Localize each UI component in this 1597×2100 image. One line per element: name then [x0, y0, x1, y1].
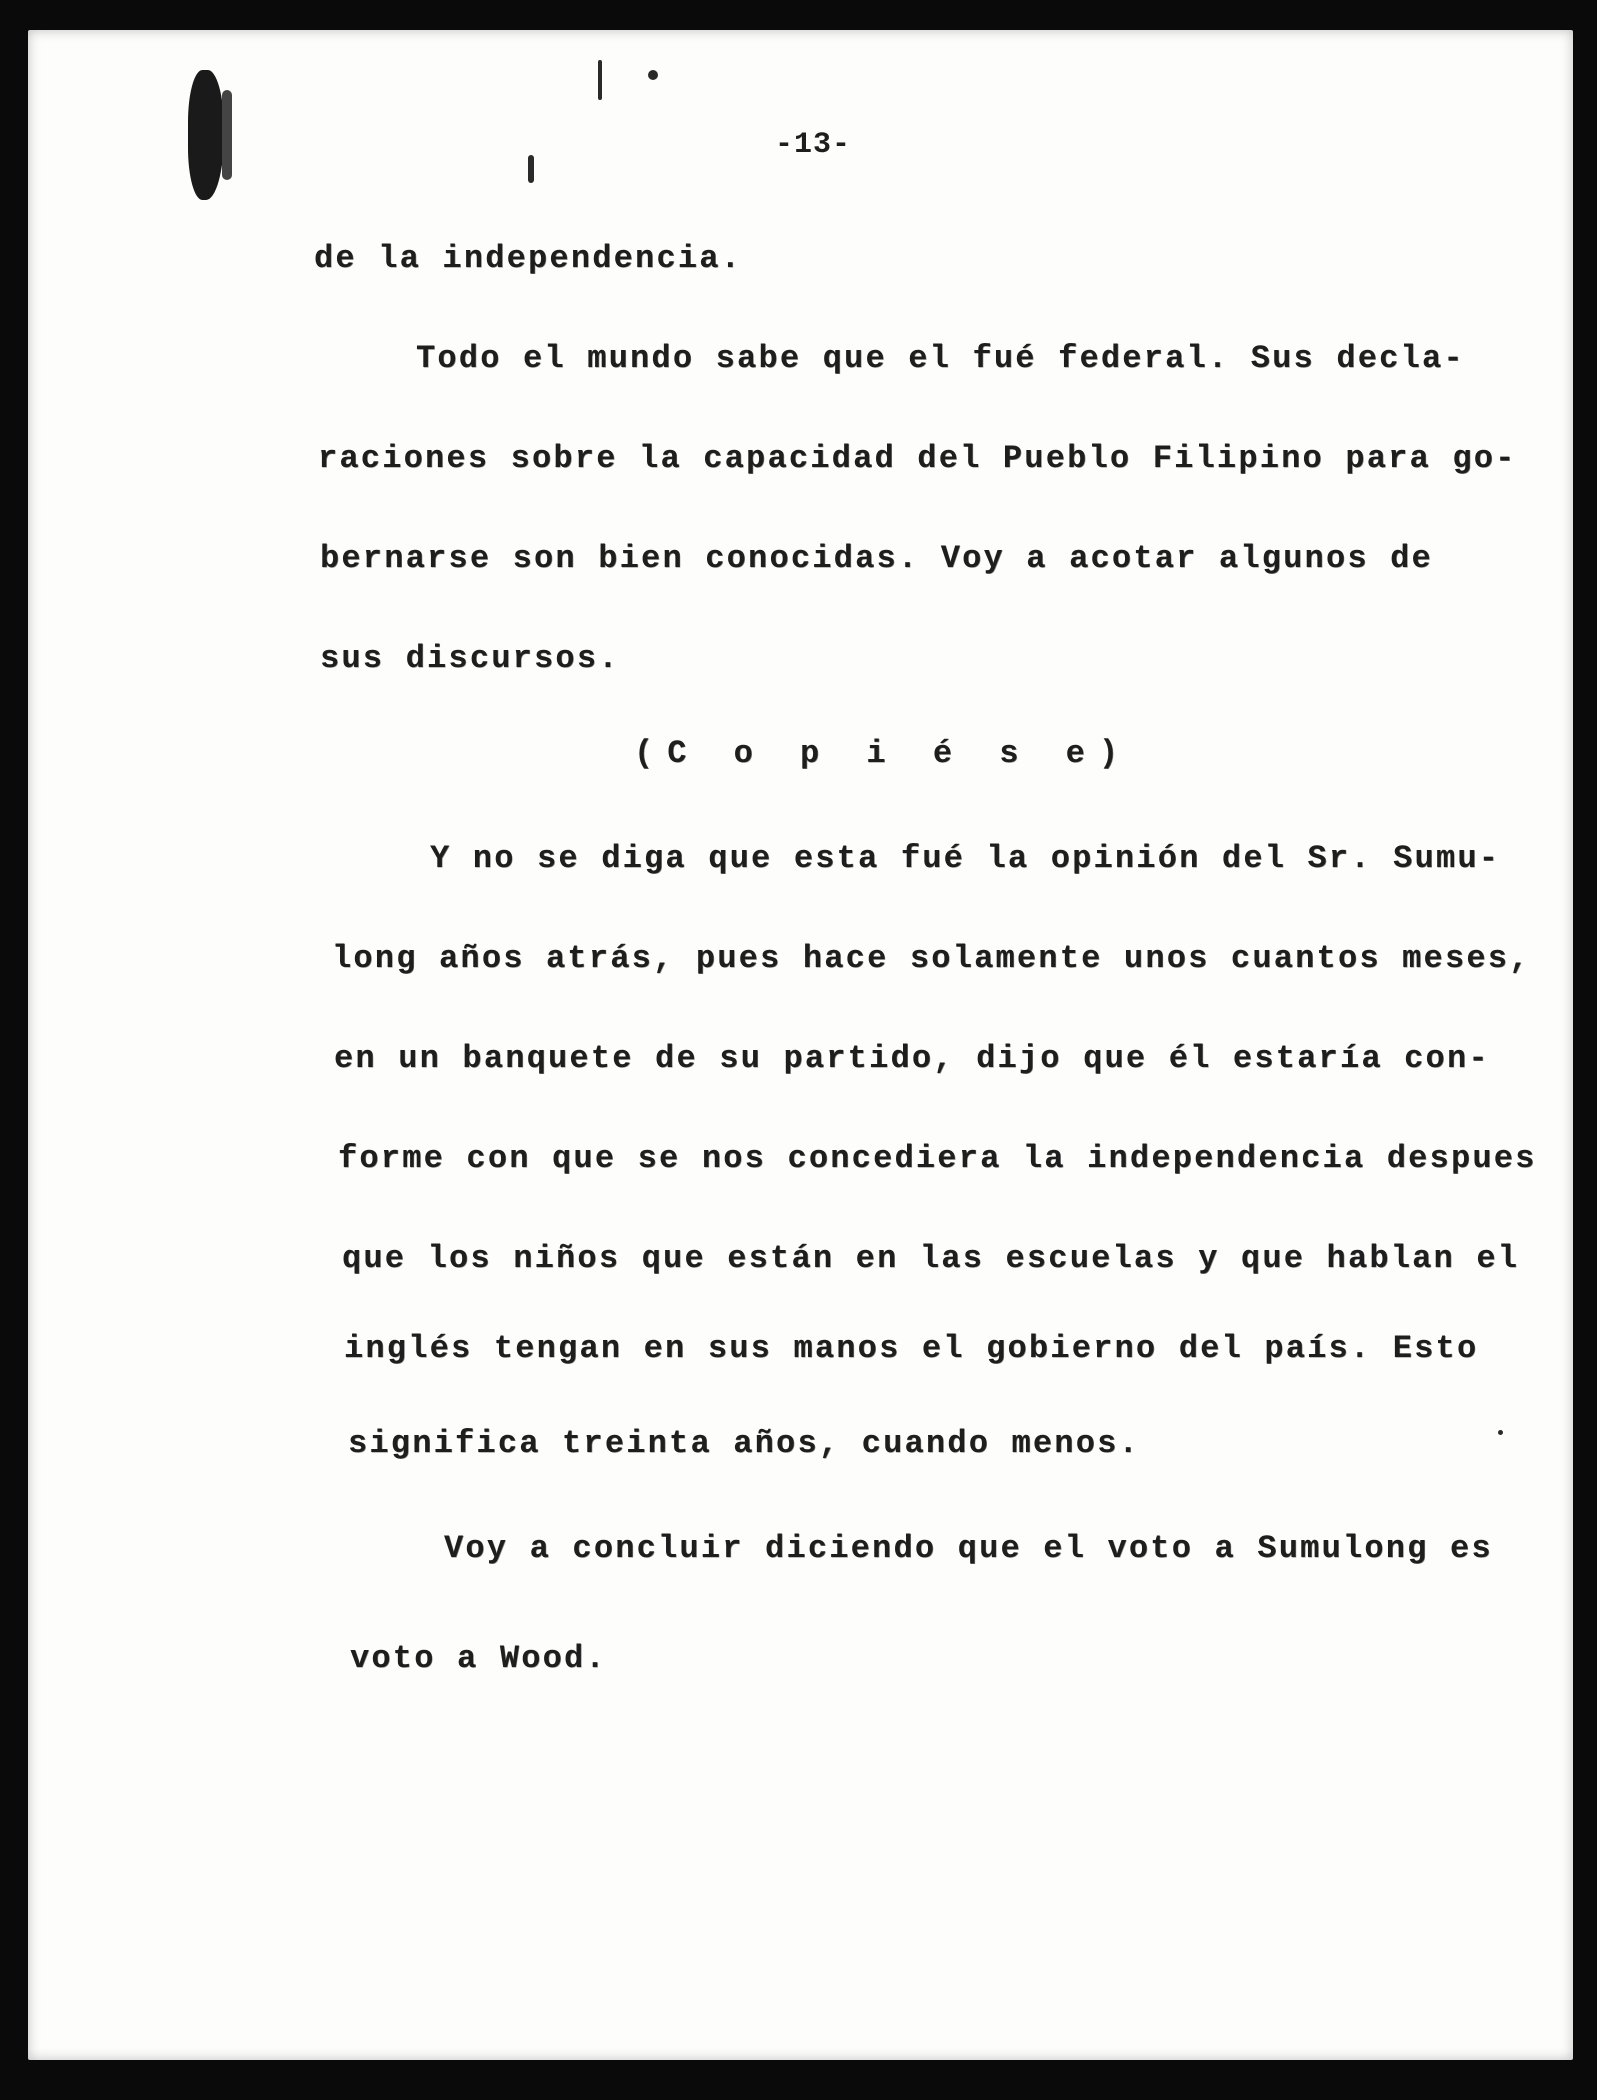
copiese-heading: (C o p i é s e)	[634, 735, 1133, 772]
typewritten-page	[28, 30, 1573, 2060]
text-line-14: Voy a concluir diciendo que el voto a Sumulong es	[444, 1530, 1493, 1567]
text-line-3: raciones sobre la capacidad del Pueblo Filipino para go-	[318, 440, 1517, 477]
text-line-1: de la independencia.	[314, 240, 743, 277]
text-line-13: significa treinta años, cuando menos.	[348, 1425, 1140, 1462]
text-line-11: que los niños que están en las escuelas y que hablan el	[342, 1240, 1520, 1277]
text-line-5: sus discursos.	[320, 640, 620, 677]
text-line-8: long años atrás, pues hace solamente unos cuantos meses,	[332, 940, 1531, 977]
ink-blot-small	[222, 90, 232, 180]
ink-speck	[528, 155, 534, 183]
ink-speck	[598, 60, 602, 100]
ink-blot	[188, 70, 224, 200]
text-line-2: Todo el mundo sabe que el fué federal. Sus decla-	[416, 340, 1465, 377]
text-line-15: voto a Wood.	[350, 1640, 607, 1677]
text-line-12: inglés tengan en sus manos el gobierno del país. Esto	[344, 1330, 1479, 1367]
page-number: -13-	[775, 128, 852, 162]
ink-speck	[648, 70, 658, 80]
text-line-7: Y no se diga que esta fué la opinión del Sr. Sumu-	[430, 840, 1501, 877]
text-line-10: forme con que se nos concediera la independencia despues	[338, 1140, 1537, 1177]
text-line-4: bernarse son bien conocidas. Voy a acotar algunos de	[320, 540, 1433, 577]
text-line-9: en un banquete de su partido, dijo que él estaría con-	[334, 1040, 1490, 1077]
ink-speck	[1498, 1430, 1503, 1435]
